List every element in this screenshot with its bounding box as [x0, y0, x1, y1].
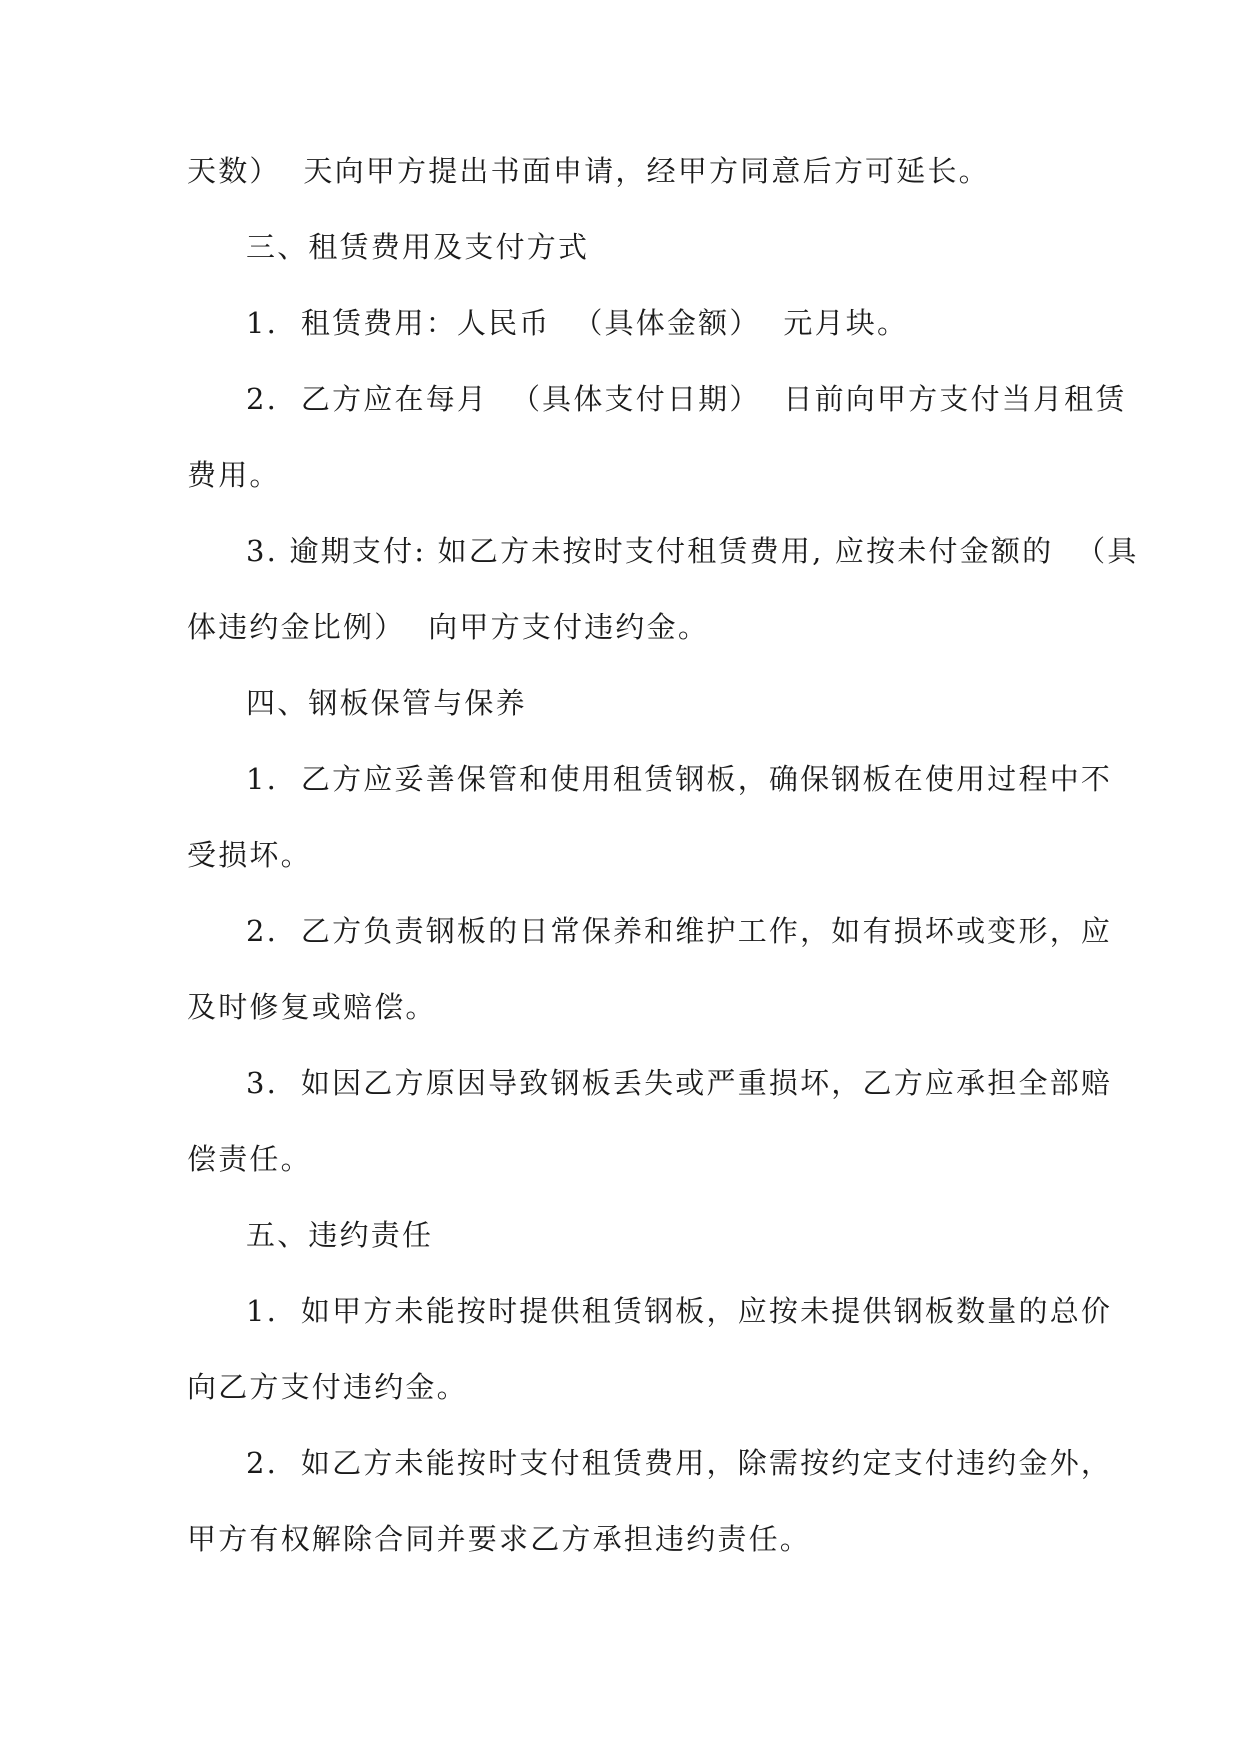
text-line-9: 1. 乙方应妥善保管和使用租赁钢板，确保钢板在使用过程中不	[246, 762, 1113, 796]
text-line-3: 1. 租赁费用：人民币 （具体金额） 元月块。	[246, 306, 909, 340]
section-heading-4: 四、钢板保管与保养	[246, 686, 527, 720]
text-line-7: 体违约金比例） 向甲方支付违约金。	[187, 610, 710, 644]
text-line-17: 向乙方支付违约金。	[187, 1370, 468, 1404]
text-line-1: 天数） 天向甲方提出书面申请，经甲方同意后方可延长。	[187, 154, 990, 188]
text-line-6: 3. 逾期支付: 如乙方未按时支付租赁费用, 应按未付金额的 （具	[246, 534, 1139, 568]
text-line-14: 偿责任。	[187, 1142, 312, 1176]
text-line-19: 甲方有权解除合同并要求乙方承担违约责任。	[187, 1522, 812, 1556]
text-line-10: 受损坏。	[187, 838, 312, 872]
text-line-12: 及时修复或赔偿。	[187, 990, 437, 1024]
text-line-11: 2. 乙方负责钢板的日常保养和维护工作，如有损坏或变形，应	[246, 914, 1113, 948]
text-line-18: 2. 如乙方未能按时支付租赁费用，除需按约定支付违约金外，	[246, 1446, 1113, 1480]
text-line-5: 费用。	[187, 458, 281, 492]
text-line-4: 2. 乙方应在每月 （具体支付日期） 日前向甲方支付当月租赁	[246, 382, 1127, 416]
text-line-13: 3. 如因乙方原因导致钢板丢失或严重损坏，乙方应承担全部赔	[246, 1066, 1113, 1100]
section-heading-5: 五、违约责任	[246, 1218, 434, 1252]
text-line-16: 1. 如甲方未能按时提供租赁钢板，应按未提供钢板数量的总价	[246, 1294, 1113, 1328]
section-heading-3: 三、租赁费用及支付方式	[246, 230, 590, 264]
